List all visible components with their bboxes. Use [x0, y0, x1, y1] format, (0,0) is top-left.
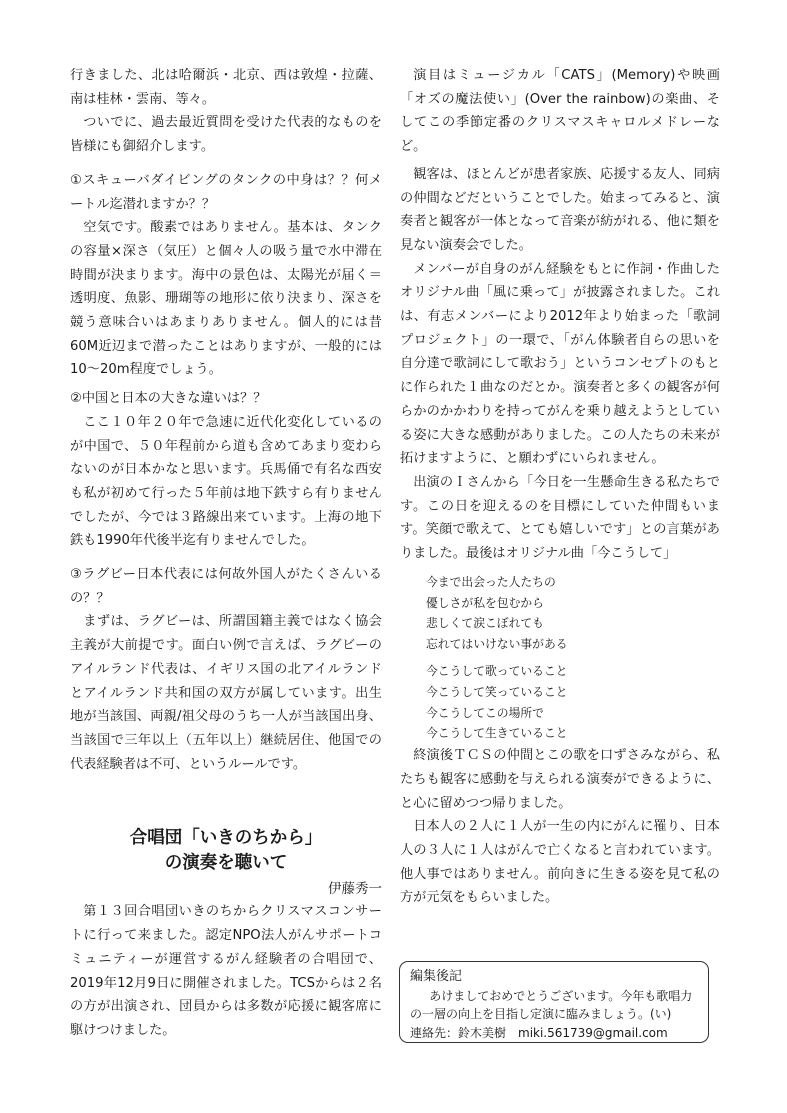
intro-continuation: 行きました、北は哈爾浜・北京、西は敦煌・拉薩、南は桂林・雲南、等々。: [70, 68, 382, 107]
question-2: ②中国と日本の大きな違いは？？: [70, 391, 267, 407]
question-3: ③ラグビー日本代表には何故外国人がたくさんいるの？？: [70, 567, 382, 606]
editor-note-box: [399, 961, 709, 1043]
question-1: ①スキューバダイビングのタンクの中身は？？何メートル迄潜れますか？？: [70, 172, 382, 212]
answer-1: 空気です。酸素ではありません。基本は、タンクの容量×深さ（気圧）と個々人の吸う量で水中滞在時間が決まります。海中の景色は、太陽光が届く＝透明度、魚影、珊瑚等の地形に依り決まり、深さを競う意味合いはあまりありません。個人的には昔60M近辺まで潜ったことはありますが、一般的には10〜20m程度でしょう。: [70, 220, 382, 378]
original-song-paragraph: メンバーが自身のがん経験をもとに作詞・作曲したオリジナル曲「風に乗って」が披露されました。これは、有志メンバーにより2012年より始まった「歌詞プロジェクト」の一環で、「がん体験者自らの思いを自分達で歌詞にして歌おう」というコンセプトのもとに作られた１曲なのだとか。演奏者と多くの観客が何らかのかかわりを持ってがんを乗り越えようとしている姿に大きな感動がありました。この人たちの未来が拓けますように、と願わずにいられません。: [400, 261, 720, 467]
closing-paragraph-2: 日本人の２人に１人が一生の内にがんに罹り、日本人の３人に１人はがんで亡くなると言われています。他人事ではありません。前向きに生きる姿を見て私の方が元気をもらいました。: [400, 819, 720, 906]
lyrics-line: 今こうしてこの場所で: [426, 705, 544, 720]
article-body: 第１３回合唱団いきのちからクリスマスコンサートに行って来ました。認定NPO法人がんサポートコミュニティーが運営するがん経験者の合唱団で、2019年12月9日に開催されました。TCSからは２名の方が出演され、団員からは多数が応援に観客席に駆けつけました。: [70, 904, 382, 1038]
lyrics-line: 今こうして歌っていること: [426, 663, 568, 678]
closing-paragraph-1: 終演後ＴＣＳの仲間とこの歌を口ずさみながら、私たちも観客に感動を与えられる演奏ができるように、と心に留めつつ帰りました。: [400, 748, 720, 811]
lyrics-stanza-2: [400, 661, 720, 744]
lyrics-stanza-1: [400, 572, 720, 655]
lyrics-line: 今まで出会った人たちの: [426, 574, 556, 589]
editor-note-text: あけましておめでとうございます。今年も歌唱力の一層の向上を目指し定演に臨みましょう。(い): [410, 988, 693, 1021]
lyrics-line: 今こうして笑っていること: [426, 684, 568, 699]
lyrics-line: 悲しくて涙こぼれても: [426, 616, 544, 631]
editor-note-contact: 連絡先：鈴木美樹 miki.561739@gmail.com: [410, 1025, 668, 1040]
audience-paragraph: 観客は、ほとんどが患者家族、応援する友人、同病の仲間などだということでした。始まってみると、演奏者と観客が一体となって音楽が紡がれる、他に類を見ない演奏会でした。: [400, 166, 720, 253]
program-paragraph: 演目はミュージカル「CATS」(Memory)や映画「オズの魔法使い」(Over the rainbow)の楽曲、そしてこの季節定番のクリスマスキャロルメドレーなど。: [400, 68, 720, 155]
lyrics-line: 忘れてはいけない事がある: [426, 637, 568, 652]
article-title-line-2: の演奏を聴いて: [164, 853, 288, 874]
left-column: [70, 64, 382, 1043]
editor-note-title: 編集後記: [410, 969, 463, 984]
lyrics-line: 今こうして生きていること: [426, 726, 568, 741]
lyrics-line: 優しさが私を包むから: [426, 595, 544, 610]
answer-2: ここ１０年２０年で急速に近代化変化しているのが中国で、５０年程前から道も含めてあまり変わらないのが日本かなと思います。兵馬俑で有名な西安も私が初めて行った５年前は地下鉄すら有りませんでしたが、今では３路線出来ています。上海の地下鉄も1990年代後半迄有りませんでした。: [70, 414, 382, 549]
intro-paragraph: ついでに、過去最近質問を受けた代表的なものを皆様にも御紹介します。: [70, 115, 382, 155]
article-title-line-1: 合唱団「いきのちから」: [129, 828, 323, 849]
answer-3: まずは、ラグビーは、所謂国籍主義ではなく協会主義が大前提です。面白い例で言えば、ラグビーのアイルランド代表は、イギリス国の北アイルランドとアイルランド共和国の双方が属しています。出生地が当該国、両親/祖父母のうち一人が当該国出身、当該国で三年以上（五年以上）継続居住、他国での代表経験者は不可、というルールです。: [70, 614, 382, 772]
performer-quote-paragraph: 出演のＩさんから「今日を一生懸命生きる私たちです。この日を迎えるのを目標にしていた仲間もいます。笑顔で歌えて、とても嬉しいです」との言葉がありました。最後はオリジナル曲「今こうして」: [400, 474, 720, 562]
right-column: [400, 64, 720, 910]
article-author: 伊藤秀一: [328, 881, 382, 898]
